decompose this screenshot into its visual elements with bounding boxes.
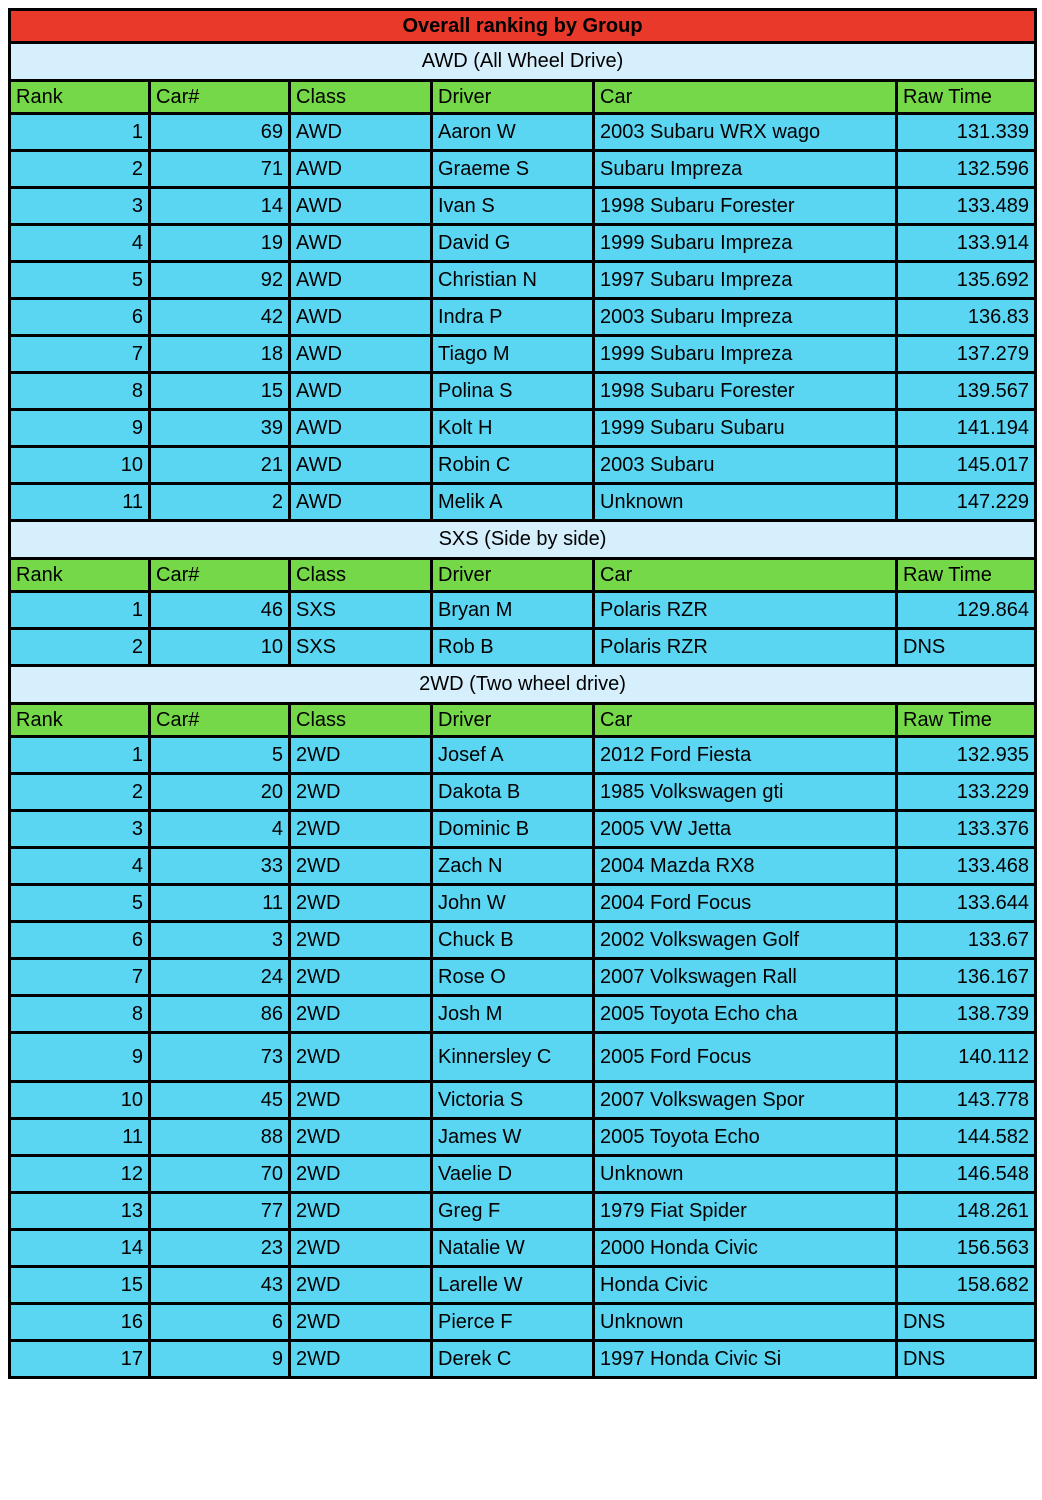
cell-rank: 2	[10, 774, 150, 811]
table-row	[10, 737, 1036, 774]
cell-rank: 10	[10, 447, 150, 484]
cell-class: 2WD	[290, 737, 432, 774]
table-row	[10, 1156, 1036, 1193]
table-row	[10, 188, 1036, 225]
column-header-raw-time: Raw Time	[897, 559, 1036, 592]
table-row	[10, 1230, 1036, 1267]
cell-class: AWD	[290, 336, 432, 373]
cell-rank: 6	[10, 299, 150, 336]
table-row	[10, 996, 1036, 1033]
cell-driver: Kinnersley C	[432, 1033, 594, 1082]
cell-car: 2005 VW Jetta	[594, 811, 897, 848]
cell-class: 2WD	[290, 996, 432, 1033]
cell-rank: 14	[10, 1230, 150, 1267]
cell-car-no: 6	[150, 1304, 290, 1341]
table-row	[10, 336, 1036, 373]
table-row	[10, 447, 1036, 484]
cell-car: 1985 Volkswagen gti	[594, 774, 897, 811]
cell-raw-time: 135.692	[897, 262, 1036, 299]
cell-car-no: 92	[150, 262, 290, 299]
cell-raw-time: 133.914	[897, 225, 1036, 262]
cell-car: 1997 Honda Civic Si	[594, 1341, 897, 1378]
cell-car-no: 5	[150, 737, 290, 774]
cell-raw-time: 136.167	[897, 959, 1036, 996]
cell-car-no: 77	[150, 1193, 290, 1230]
cell-car: 2002 Volkswagen Golf	[594, 922, 897, 959]
cell-driver: Derek C	[432, 1341, 594, 1378]
cell-class: 2WD	[290, 959, 432, 996]
table-row	[10, 484, 1036, 521]
table-row	[10, 299, 1036, 336]
column-header-class: Class	[290, 81, 432, 114]
cell-class: AWD	[290, 410, 432, 447]
cell-driver: Robin C	[432, 447, 594, 484]
cell-car: 2007 Volkswagen Spor	[594, 1082, 897, 1119]
group-section-row	[10, 521, 1036, 559]
cell-raw-time: 131.339	[897, 114, 1036, 151]
cell-raw-time: 136.83	[897, 299, 1036, 336]
cell-raw-time: 156.563	[897, 1230, 1036, 1267]
column-header-car-no: Car#	[150, 559, 290, 592]
column-header-class: Class	[290, 559, 432, 592]
table-row	[10, 373, 1036, 410]
cell-driver: Bryan M	[432, 592, 594, 629]
cell-car-no: 42	[150, 299, 290, 336]
cell-raw-time: 143.778	[897, 1082, 1036, 1119]
cell-car-no: 33	[150, 848, 290, 885]
cell-class: SXS	[290, 629, 432, 666]
cell-class: AWD	[290, 151, 432, 188]
cell-driver: Rob B	[432, 629, 594, 666]
cell-car: 1997 Subaru Impreza	[594, 262, 897, 299]
column-header-rank: Rank	[10, 704, 150, 737]
cell-car-no: 10	[150, 629, 290, 666]
cell-raw-time: 132.596	[897, 151, 1036, 188]
group-section-row	[10, 666, 1036, 704]
cell-raw-time: 145.017	[897, 447, 1036, 484]
cell-car-no: 15	[150, 373, 290, 410]
cell-class: 2WD	[290, 1119, 432, 1156]
table-row	[10, 885, 1036, 922]
cell-rank: 4	[10, 225, 150, 262]
cell-rank: 4	[10, 848, 150, 885]
cell-car-no: 71	[150, 151, 290, 188]
cell-car: Unknown	[594, 1304, 897, 1341]
column-header-driver: Driver	[432, 559, 594, 592]
cell-rank: 5	[10, 885, 150, 922]
cell-car: 2000 Honda Civic	[594, 1230, 897, 1267]
cell-car-no: 46	[150, 592, 290, 629]
cell-driver: Aaron W	[432, 114, 594, 151]
cell-class: 2WD	[290, 774, 432, 811]
group-header: 2WD (Two wheel drive)	[10, 666, 1036, 704]
cell-car-no: 21	[150, 447, 290, 484]
cell-rank: 8	[10, 373, 150, 410]
cell-car-no: 14	[150, 188, 290, 225]
column-header-car: Car	[594, 559, 897, 592]
column-header-driver: Driver	[432, 81, 594, 114]
table-row	[10, 848, 1036, 885]
cell-rank: 13	[10, 1193, 150, 1230]
cell-car: 1998 Subaru Forester	[594, 188, 897, 225]
cell-rank: 7	[10, 336, 150, 373]
table-row	[10, 410, 1036, 447]
column-header-car-no: Car#	[150, 704, 290, 737]
cell-car-no: 23	[150, 1230, 290, 1267]
table-row	[10, 1193, 1036, 1230]
cell-rank: 9	[10, 1033, 150, 1082]
cell-raw-time: 144.582	[897, 1119, 1036, 1156]
cell-raw-time: 137.279	[897, 336, 1036, 373]
cell-raw-time: 141.194	[897, 410, 1036, 447]
cell-class: 2WD	[290, 1156, 432, 1193]
cell-driver: Pierce F	[432, 1304, 594, 1341]
cell-driver: David G	[432, 225, 594, 262]
cell-driver: Josh M	[432, 996, 594, 1033]
cell-rank: 7	[10, 959, 150, 996]
column-header-driver: Driver	[432, 704, 594, 737]
cell-driver: Greg F	[432, 1193, 594, 1230]
cell-car-no: 70	[150, 1156, 290, 1193]
table-row	[10, 811, 1036, 848]
cell-car: 2003 Subaru Impreza	[594, 299, 897, 336]
cell-car-no: 39	[150, 410, 290, 447]
cell-raw-time: 133.489	[897, 188, 1036, 225]
cell-driver: Natalie W	[432, 1230, 594, 1267]
column-header-car-no: Car#	[150, 81, 290, 114]
group-header: AWD (All Wheel Drive)	[10, 43, 1036, 81]
cell-car: Unknown	[594, 1156, 897, 1193]
cell-rank: 9	[10, 410, 150, 447]
cell-driver: Josef A	[432, 737, 594, 774]
cell-car: Polaris RZR	[594, 592, 897, 629]
cell-raw-time: 133.67	[897, 922, 1036, 959]
cell-car-no: 4	[150, 811, 290, 848]
cell-car: 1999 Subaru Subaru	[594, 410, 897, 447]
table-row	[10, 629, 1036, 666]
cell-raw-time: 133.468	[897, 848, 1036, 885]
cell-driver: Larelle W	[432, 1267, 594, 1304]
cell-car: 2004 Ford Focus	[594, 885, 897, 922]
cell-raw-time: DNS	[897, 629, 1036, 666]
table-row	[10, 959, 1036, 996]
cell-car: 2005 Toyota Echo cha	[594, 996, 897, 1033]
cell-car: Unknown	[594, 484, 897, 521]
cell-class: 2WD	[290, 811, 432, 848]
column-header-class: Class	[290, 704, 432, 737]
cell-rank: 8	[10, 996, 150, 1033]
page-title: Overall ranking by Group	[10, 10, 1036, 43]
cell-driver: Melik A	[432, 484, 594, 521]
cell-driver: Christian N	[432, 262, 594, 299]
cell-raw-time: 133.644	[897, 885, 1036, 922]
cell-rank: 10	[10, 1082, 150, 1119]
cell-car: Polaris RZR	[594, 629, 897, 666]
column-header-car: Car	[594, 81, 897, 114]
cell-rank: 3	[10, 188, 150, 225]
cell-car: 1998 Subaru Forester	[594, 373, 897, 410]
cell-car-no: 45	[150, 1082, 290, 1119]
cell-raw-time: 158.682	[897, 1267, 1036, 1304]
column-header-row	[10, 81, 1036, 114]
cell-driver: Tiago M	[432, 336, 594, 373]
cell-car: 2005 Toyota Echo	[594, 1119, 897, 1156]
cell-driver: Polina S	[432, 373, 594, 410]
cell-car-no: 11	[150, 885, 290, 922]
cell-class: AWD	[290, 447, 432, 484]
cell-raw-time: 148.261	[897, 1193, 1036, 1230]
cell-raw-time: 139.567	[897, 373, 1036, 410]
cell-driver: Chuck B	[432, 922, 594, 959]
cell-rank: 15	[10, 1267, 150, 1304]
cell-raw-time: 146.548	[897, 1156, 1036, 1193]
cell-rank: 3	[10, 811, 150, 848]
column-header-raw-time: Raw Time	[897, 704, 1036, 737]
cell-rank: 1	[10, 114, 150, 151]
cell-class: AWD	[290, 484, 432, 521]
cell-car: 2012 Ford Fiesta	[594, 737, 897, 774]
table-row	[10, 922, 1036, 959]
cell-rank: 11	[10, 1119, 150, 1156]
cell-rank: 11	[10, 484, 150, 521]
cell-raw-time: DNS	[897, 1304, 1036, 1341]
cell-raw-time: 132.935	[897, 737, 1036, 774]
cell-car-no: 20	[150, 774, 290, 811]
table-row	[10, 1033, 1036, 1082]
cell-car: 1979 Fiat Spider	[594, 1193, 897, 1230]
cell-class: 2WD	[290, 848, 432, 885]
table-row	[10, 1341, 1036, 1378]
cell-car-no: 86	[150, 996, 290, 1033]
cell-rank: 1	[10, 737, 150, 774]
cell-car: 2004 Mazda RX8	[594, 848, 897, 885]
cell-car: 2007 Volkswagen Rall	[594, 959, 897, 996]
table-row	[10, 1082, 1036, 1119]
cell-car-no: 18	[150, 336, 290, 373]
cell-car-no: 88	[150, 1119, 290, 1156]
group-section-row	[10, 43, 1036, 81]
table-row	[10, 1304, 1036, 1341]
cell-rank: 16	[10, 1304, 150, 1341]
cell-class: 2WD	[290, 1033, 432, 1082]
table-row	[10, 774, 1036, 811]
cell-rank: 1	[10, 592, 150, 629]
table-row	[10, 592, 1036, 629]
table-row	[10, 151, 1036, 188]
cell-car-no: 69	[150, 114, 290, 151]
cell-class: AWD	[290, 373, 432, 410]
cell-car: 2003 Subaru WRX wago	[594, 114, 897, 151]
cell-driver: James W	[432, 1119, 594, 1156]
cell-class: 2WD	[290, 1193, 432, 1230]
table-row	[10, 1267, 1036, 1304]
table-row	[10, 262, 1036, 299]
cell-car: 2003 Subaru	[594, 447, 897, 484]
cell-driver: Zach N	[432, 848, 594, 885]
cell-car-no: 24	[150, 959, 290, 996]
cell-class: SXS	[290, 592, 432, 629]
cell-class: 2WD	[290, 1341, 432, 1378]
cell-class: 2WD	[290, 1304, 432, 1341]
cell-car: Honda Civic	[594, 1267, 897, 1304]
cell-raw-time: 129.864	[897, 592, 1036, 629]
cell-car-no: 73	[150, 1033, 290, 1082]
cell-class: 2WD	[290, 1230, 432, 1267]
cell-rank: 12	[10, 1156, 150, 1193]
cell-raw-time: 147.229	[897, 484, 1036, 521]
table-row	[10, 225, 1036, 262]
cell-car: Subaru Impreza	[594, 151, 897, 188]
cell-car: 1999 Subaru Impreza	[594, 336, 897, 373]
cell-driver: Indra P	[432, 299, 594, 336]
cell-class: 2WD	[290, 885, 432, 922]
cell-car-no: 43	[150, 1267, 290, 1304]
cell-class: AWD	[290, 225, 432, 262]
title-row	[10, 10, 1036, 43]
cell-class: AWD	[290, 114, 432, 151]
cell-driver: John W	[432, 885, 594, 922]
column-header-raw-time: Raw Time	[897, 81, 1036, 114]
ranking-table	[8, 8, 1037, 1379]
cell-raw-time: 133.376	[897, 811, 1036, 848]
cell-car-no: 2	[150, 484, 290, 521]
cell-car-no: 9	[150, 1341, 290, 1378]
cell-car: 1999 Subaru Impreza	[594, 225, 897, 262]
cell-rank: 5	[10, 262, 150, 299]
group-header: SXS (Side by side)	[10, 521, 1036, 559]
cell-driver: Ivan S	[432, 188, 594, 225]
cell-raw-time: 133.229	[897, 774, 1036, 811]
cell-rank: 2	[10, 151, 150, 188]
column-header-car: Car	[594, 704, 897, 737]
cell-car-no: 3	[150, 922, 290, 959]
table-row	[10, 1119, 1036, 1156]
cell-car: 2005 Ford Focus	[594, 1033, 897, 1082]
cell-rank: 17	[10, 1341, 150, 1378]
ranking-table-body	[10, 10, 1036, 1378]
cell-class: AWD	[290, 188, 432, 225]
cell-driver: Victoria S	[432, 1082, 594, 1119]
cell-driver: Rose O	[432, 959, 594, 996]
cell-rank: 6	[10, 922, 150, 959]
cell-class: 2WD	[290, 1267, 432, 1304]
cell-rank: 2	[10, 629, 150, 666]
column-header-row	[10, 704, 1036, 737]
column-header-rank: Rank	[10, 81, 150, 114]
cell-car-no: 19	[150, 225, 290, 262]
cell-raw-time: 138.739	[897, 996, 1036, 1033]
cell-driver: Graeme S	[432, 151, 594, 188]
cell-driver: Dakota B	[432, 774, 594, 811]
cell-class: 2WD	[290, 922, 432, 959]
cell-driver: Dominic B	[432, 811, 594, 848]
column-header-rank: Rank	[10, 559, 150, 592]
cell-class: 2WD	[290, 1082, 432, 1119]
cell-driver: Vaelie D	[432, 1156, 594, 1193]
cell-raw-time: DNS	[897, 1341, 1036, 1378]
cell-class: AWD	[290, 262, 432, 299]
table-row	[10, 114, 1036, 151]
column-header-row	[10, 559, 1036, 592]
cell-class: AWD	[290, 299, 432, 336]
cell-driver: Kolt H	[432, 410, 594, 447]
cell-raw-time: 140.112	[897, 1033, 1036, 1082]
